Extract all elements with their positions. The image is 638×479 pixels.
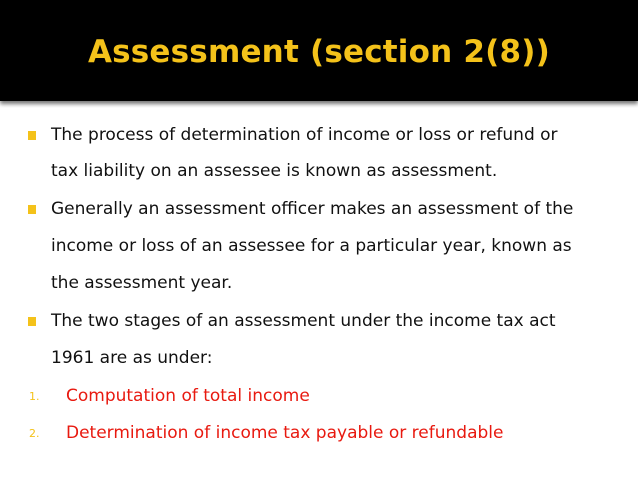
item-number: 2. <box>29 427 40 440</box>
square-bullet-icon <box>28 205 36 214</box>
bullet-item <box>0 122 638 148</box>
bullet-text-line: tax liability on an assessee is known as assessment. <box>51 161 498 181</box>
numbered-item <box>0 420 638 446</box>
numbered-item-text: Determination of income tax payable or refundable <box>66 423 504 443</box>
bullet-text-line: 1961 are as under: <box>51 348 213 368</box>
bullet-item <box>0 196 638 222</box>
bullet-text-line: income or loss of an assessee for a particular year, known as <box>51 236 572 256</box>
numbered-item-text: Computation of total income <box>66 386 310 406</box>
square-bullet-icon <box>28 317 36 326</box>
bullet-continuation <box>0 345 638 371</box>
item-number: 1. <box>29 390 40 403</box>
bullet-item <box>0 308 638 334</box>
square-bullet-icon <box>28 131 36 140</box>
bullet-continuation <box>0 158 638 184</box>
title-bar <box>0 0 638 101</box>
bullet-text-line: The two stages of an assessment under the income tax act <box>51 311 556 331</box>
slide-title: Assessment (section 2(8)) <box>87 33 551 70</box>
bullet-text-line: Generally an assessment officer makes an assessment of the <box>51 199 574 219</box>
bullet-continuation <box>0 270 638 296</box>
bullet-text-line: the assessment year. <box>51 273 233 293</box>
numbered-item <box>0 383 638 409</box>
bullet-text-line: The process of determination of income or loss or refund or <box>51 125 558 145</box>
bullet-continuation <box>0 233 638 259</box>
